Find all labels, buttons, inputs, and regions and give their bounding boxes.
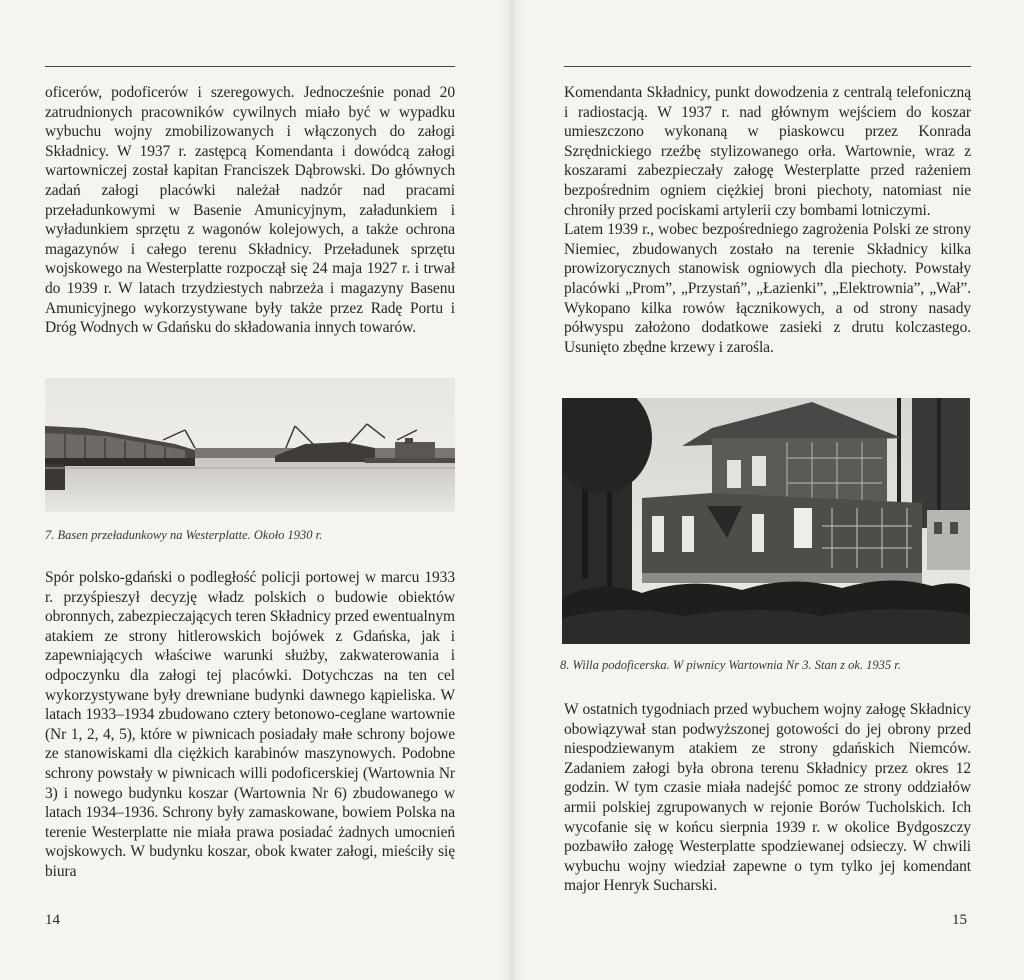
photo-harbour-basin — [45, 378, 455, 512]
left-paragraph-bottom — [45, 568, 455, 882]
harbour-photo-image — [45, 378, 455, 512]
paragraph-text: oficerów, podoficerów i szeregowych. Jednocześnie ponad 20 zatrudnionych pracowników cywilnych miało być w wypadku wybuchu wojny zmobilizowanych i włączonych do załogi Składnicy. W 1937 r. zastępcą Komendanta i dowódcą załogi wartowniczej został kapitan Franciszek Dąbrowski. Do głównych zadań załogi placówki należał nadzór nad pracami przeładunkowymi w Basenie Amunicyjnym, załadunkiem i wyładunkiem sprzętu z wagonów kolejowych, a także ochrona magazynów i całego terenu Składnicy. Przeładunek sprzętu wojskowego na Westerplatte rozpoczął się 24 maja 1927 r. i trwał do 1939 r. W latach trzydziestych nabrzeża i magazyny Basenu Amunicyjnego wykorzystywane były także przez Radę Portu i Dróg Wodnych w Gdańsku do składowania innych towarów. — [45, 84, 455, 337]
paragraph-text: Komendanta Składnicy, punkt dowodzenia z centralą telefoniczną i radiostacją. W 1937 r. nad głównym wejściem do koszar umieszczono wykonaną w piaskowcu przez Konrada Szrędnickiego rzeźbę stylizowanego orła. Wartownie, wraz z koszarami zabezpieczały załogę Westerplatte przed rażeniem bezpośrednim ogniem ciężkiej broni piechoty, natomiast nie chroniły przed pociskami artylerii czy bombami lotniczymi. — [564, 84, 971, 219]
page-number: 14 — [45, 912, 60, 928]
paragraph-text: Spór polsko-gdański o podległość policji portowej w marcu 1933 r. przyśpieszył decyzję władz polskich o budowie obiektów obronnych, zabezpieczających teren Składnicy przed ewentualnym atakiem ze strony hitlerowskich bojówek z Gdańska, jak i zapewniających właściwe warunki służby, zakwaterowania i odpoczynku dla załogi tej placówki. Dotychczas na ten cel wykorzystywane były drewniane budynki dawnego kąpieliska. W latach 1933–1934 zbudowano cztery betonowo-ceglane wartownie (Nr 1, 2, 4, 5), które w piwnicach posiadały małe schrony bojowe ze stanowiskami dla ciężkich karabinów maszynowych. Podobne schrony powstały w piwnicach willi podoficerskiej (Wartownia Nr 3) i nowego budynku koszar (Wartownia Nr 6) zbudowanego w latach 1934–1936. Schrony były zamaskowane, bowiem Polska na terenie Westerplatte nie miała prawa posiadać żadnych umocnień wojskowych. W budynku koszar, obok kwater załogi, mieściły się biura — [45, 569, 455, 880]
book-gutter — [500, 0, 524, 980]
header-rule — [564, 66, 971, 67]
paragraph-text: Latem 1939 r., wobec bezpośredniego zagrożenia Polski ze strony Niemiec, zbudowanych zostało na terenie Składnicy kilka prowizorycznych stanowisk ogniowych dla piechoty. Powstały placówki „Prom”, „Przystań”, „Łazienki”, „Elektrownia”, „Wał”. Wykopano kilka rowów łącznikowych, a od strony nasady półwyspu założono dodatkowe zasieki z drutu kolczastego. Usunięto zbędne krzewy i zarośla. — [564, 221, 971, 356]
photo-caption: 8. Willa podoficerska. W piwnicy Wartownia Nr 3. Stan z ok. 1935 r. — [560, 658, 901, 672]
header-rule — [45, 66, 455, 67]
right-paragraph-bottom — [564, 700, 971, 896]
photo-nco-villa — [562, 398, 970, 644]
left-paragraph-top — [45, 83, 455, 338]
paragraph-text: W ostatnich tygodniach przed wybuchem wojny załogę Składnicy obowiązywał stan podwyższonej gotowości do jej obrony przed niespodziewanym atakiem ze strony gdańskich Niemców. Zadaniem załogi była obrona terenu Składnicy przez okres 12 godzin. W tym czasie miała nadejść pomoc ze strony oddziałów armii polskiej zgrupowanych w rejonie Borów Tucholskich. Ich wycofanie się w końcu sierpnia 1939 r. w okolice Bydgoszczy pozbawiło załogę Westerplatte spodziewanej odsieczy. W chwili wybuchu wojny wiedział zapewne o tym tylko jej komendant major Henryk Sucharski. — [564, 701, 971, 895]
photo-caption: 7. Basen przeładunkowy na Westerplatte. Około 1930 r. — [45, 528, 323, 542]
villa-photo-image — [562, 398, 970, 644]
right-page — [512, 0, 1024, 980]
page-number: 15 — [952, 912, 967, 928]
right-paragraph-top — [564, 83, 971, 357]
